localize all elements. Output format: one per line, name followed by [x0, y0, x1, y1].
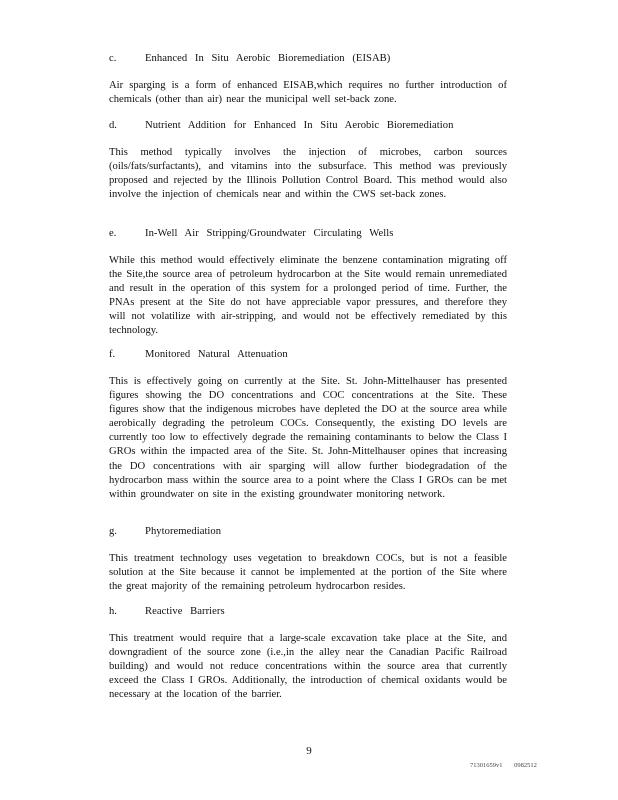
- section-d: [109, 119, 507, 202]
- section-e: [109, 227, 507, 339]
- section-body: This method typically involves the injection of microbes, carbon sources (oils/fats/surfactants), and vitamins into the subsurface. This method was previously proposed and rejected by the Illinois Pollution Control Board. This method would also involve the injection of chemicals near and within the CWS set-back zones.: [109, 147, 507, 201]
- section-letter: g.: [109, 526, 117, 537]
- section-title: Nutrient Addition for Enhanced In Situ Aerobic Bioremediation: [145, 120, 454, 131]
- section-g: [109, 525, 507, 594]
- section-heading: [109, 227, 507, 241]
- section-letter: f.: [109, 349, 116, 360]
- section-letter: d.: [109, 120, 117, 131]
- section-body: This treatment would require that a large-scale excavation take place at the Site, and downgradient of the source zone (i.e.,in the alley near the Canadian Pacific Railroad building) and would not reduce concentrations within the source area that currently exceed the Class I GROs. Additionally, the introduction of chemical oxidants would be necessary at the location of the barrier.: [109, 633, 507, 701]
- section-heading: [109, 348, 507, 362]
- section-body: While this method would effectively eliminate the benzene contamination migrating off the Site,the source area of petroleum hydrocarbon at the Site would remain unremediated and result in the operation of this system for a prolonged period of time. Further, the PNAs present at the Site do not have appreciable vapor pressures, and therefore they will not volatilize with air-stripping, and would not be effectively remediated by this technology.: [109, 255, 507, 337]
- section-letter: c.: [109, 53, 117, 64]
- section-heading: [109, 52, 507, 66]
- document-identifier: [470, 762, 537, 769]
- section-body: This treatment technology uses vegetation to breakdown COCs, but is not a feasible solution at the Site because it cannot be implemented at the portion of the Site where the great majority of the remaining petroleum hydrocarbon resides.: [109, 553, 507, 593]
- section-title: In-Well Air Stripping/Groundwater Circulating Wells: [145, 228, 394, 239]
- section-title: Reactive Barriers: [145, 606, 225, 617]
- section-title: Phytoremediation: [145, 526, 222, 537]
- section-heading: [109, 605, 507, 619]
- section-h: [109, 605, 507, 702]
- section-title: Monitored Natural Attenuation: [145, 349, 288, 360]
- section-body: This is effectively going on currently at the Site. St. John-Mittelhauser has presented figures showing the DO concentrations and COC concentrations at the Site. These figures show that the indigenous microbes have depleted the DO at the source area while aerobically degrading the petroleum COCs. Consequently, the existing DO levels are currently too low to effectively degrade the remaining contaminants to below the Class I GROs within the impacted area of the Site. St. John-Mittelhauser opines that increasing the DO concentrations with air sparging will allow further biodegradation of the hydrocarbon mass within the source area to a point where the Class I GROs can be met within groundwater on site in the existing groundwater monitoring network.: [109, 376, 507, 500]
- section-title: Enhanced In Situ Aerobic Bioremediation (EISAB): [145, 53, 391, 64]
- section-letter: h.: [109, 606, 117, 617]
- page-number: 9: [306, 745, 312, 757]
- doc-code: 0982512: [514, 762, 537, 769]
- section-heading: [109, 525, 507, 539]
- section-heading: [109, 119, 507, 133]
- section-letter: e.: [109, 228, 117, 239]
- section-body: Air sparging is a form of enhanced EISAB,which requires no further introduction of chemicals (other than air) near the municipal well set-back zone.: [109, 80, 507, 106]
- doc-id-number: 71301659v1: [470, 762, 503, 769]
- section-c: [109, 52, 507, 107]
- section-f: [109, 348, 507, 502]
